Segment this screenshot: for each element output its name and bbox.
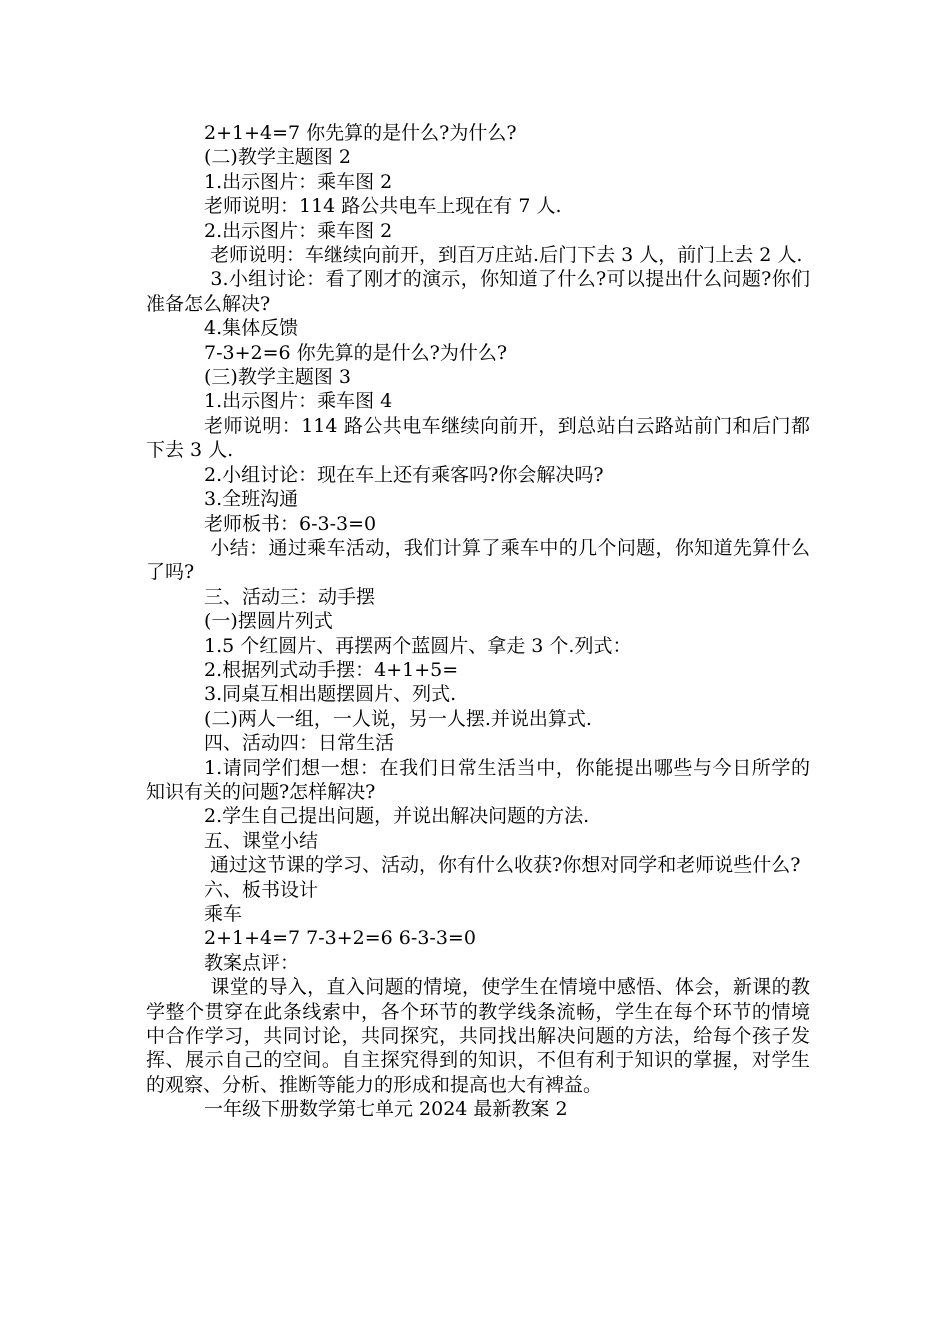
paragraph: 教案点评： — [204, 951, 300, 974]
document-body — [146, 121, 810, 1122]
paragraph: (二)教学主题图 2 — [204, 146, 351, 169]
paragraph: 老师说明：114 路公共电车上现在有 7 人. — [204, 195, 562, 218]
paragraph: 2+1+4=7 7-3+2=6 6-3-3=0 — [204, 927, 476, 950]
paragraph: 2.出示图片：乘车图 2 — [204, 219, 393, 242]
paragraph: 小结：通过乘车活动，我们计算了乘车中的几个问题，你知道先算什么了吗? — [146, 536, 810, 584]
paragraph: 五、课堂小结 — [204, 829, 319, 852]
paragraph: 通过这节课的学习、活动，你有什么收获?你想对同学和老师说些什么? — [204, 854, 801, 877]
paragraph: 3.全班沟通 — [204, 488, 299, 511]
paragraph: 1.5 个红圆片、再摆两个蓝圆片、拿走 3 个.列式： — [204, 634, 632, 657]
paragraph: 四、活动四：日常生活 — [204, 732, 395, 755]
paragraph: 2+1+4=7 你先算的是什么?为什么? — [204, 122, 517, 144]
paragraph: (三)教学主题图 3 — [204, 366, 351, 389]
paragraph: 一年级下册数学第七单元 2024 最新教案 2 — [204, 1098, 568, 1121]
paragraph: 1.出示图片：乘车图 4 — [204, 390, 393, 413]
paragraph: 1.出示图片：乘车图 2 — [204, 170, 393, 193]
paragraph: 六、板书设计 — [204, 878, 319, 901]
paragraph: 2.学生自己提出问题，并说出解决问题的方法. — [204, 805, 590, 828]
paragraph: 乘车 — [204, 903, 243, 925]
paragraph: 课堂的导入，直入问题的情境，使学生在情境中感悟、体会，新课的教学整个贯穿在此条线索中，各个环节的教学线条流畅，学生在每个环节的情境中合作学习，共同讨论，共同探究，共同找出解决问题的方法，给每个孩子发挥、展示自己的空间。自主探究得到的知识，不但有利于知识的掌握，对学生的观察、分析、推断等能力的形成和提高也大有裨益。 — [146, 976, 810, 1096]
paragraph: 3.小组讨论：看了刚才的演示，你知道了什么?可以提出什么问题?你们准备怎么解决? — [146, 268, 810, 315]
paragraph: 老师板书：6-3-3=0 — [204, 512, 377, 535]
paragraph: 2.根据列式动手摆：4+1+5= — [204, 658, 459, 681]
paragraph: 老师说明：114 路公共电车继续向前开，到总站白云路站前门和后门都下去 3 人. — [146, 414, 810, 462]
paragraph: 1.请同学们想一想：在我们日常生活当中，你能提出哪些与今日所学的知识有关的问题?怎样解决? — [146, 756, 810, 803]
paragraph: 3.同桌互相出题摆圆片、列式. — [204, 683, 457, 706]
paragraph: 4.集体反馈 — [204, 317, 299, 340]
paragraph: (二)两人一组，一人说，另一人摆.并说出算式. — [204, 707, 592, 730]
paragraph: (一)摆圆片列式 — [204, 610, 333, 633]
paragraph: 三、活动三：动手摆 — [204, 585, 376, 608]
paragraph: 2.小组讨论：现在车上还有乘客吗?你会解决吗? — [204, 463, 604, 486]
paragraph: 老师说明：车继续向前开，到百万庄站.后门下去 3 人，前门上去 2 人. — [204, 244, 803, 267]
paragraph: 7-3+2=6 你先算的是什么?为什么? — [204, 341, 508, 364]
